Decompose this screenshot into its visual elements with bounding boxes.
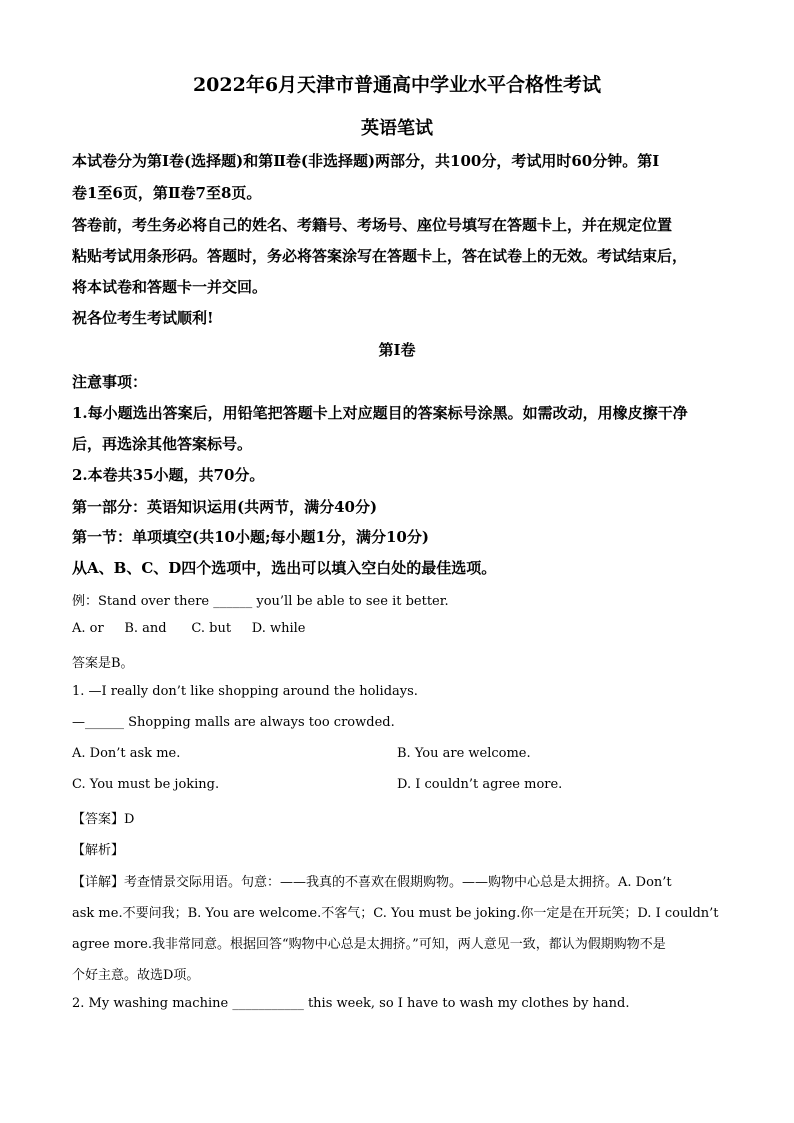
question-1-option-a: A. Don’t ask me. [72,746,181,761]
question-1-stem: 1. —I really don’t like shopping around the holidays. [72,684,418,699]
question-1-reply: —______ Shopping malls are always too crowded. [72,715,395,730]
example-stem: 例：Stand over there ______ you’ll be able to see it better. [72,594,449,609]
question-1-detail: ask me.不要问我；B. You are welcome.不客气；C. You must be joking.你一定是在开玩笑；D. I couldn’t [72,906,719,921]
section-title: 第Ⅰ卷 [378,341,416,359]
example-answer: 答案是B。 [72,656,134,671]
question-1-answer: 【答案】D [72,812,135,827]
question-1-analysis-label: 【解析】 [72,843,125,858]
notes-line: 1.每小题选出答案后，用铅笔把答题卡上对应题目的答案标号涂黑。如需改动，用橡皮擦干净 [72,404,688,422]
notes-line: 2.本卷共35小题，共70分。 [72,466,265,484]
instruction-line: 从A、B、C、D四个选项中，选出可以填入空白处的最佳选项。 [72,559,497,577]
exam-subtitle: 英语笔试 [361,118,433,139]
question-2-stem: 2. My washing machine ___________ this week, so I have to wash my clothes by hand. [72,996,630,1011]
notes-line: 后，再选涂其他答案标号。 [72,435,253,453]
intro-line: 本试卷分为第Ⅰ卷(选择题)和第Ⅱ卷(非选择题)两部分，共100分，考试用时60分钟。第Ⅰ [72,152,660,170]
question-1-detail: 个好主意。故选D项。 [72,968,200,983]
question-1-option-c: C. You must be joking. [72,777,220,792]
section-heading: 第一节：单项填空(共10小题;每小题1分，满分10分) [72,528,429,546]
example-options: A. or B. and C. but D. while [72,621,306,636]
question-1-detail: agree more.我非常同意。根据回答“购物中心总是太拥挤。”可知，两人意见一致，都认为假期购物不是 [72,937,666,952]
question-1-detail: 【详解】考查情景交际用语。句意：——我真的不喜欢在假期购物。——购物中心总是太拥挤。A. Don’t [72,875,672,890]
intro-line: 祝各位考生考试顺利! [72,309,214,327]
question-1-option-d: D. I couldn’t agree more. [397,777,563,792]
intro-line: 卷1至6页，第Ⅱ卷7至8页。 [72,184,262,202]
question-1-option-b: B. You are welcome. [397,746,531,761]
intro-line: 粘贴考试用条形码。答题时，务必将答案涂写在答题卡上，答在试卷上的无效。考试结束后， [72,247,688,265]
intro-line: 答卷前，考生务必将自己的姓名、考籍号、考场号、座位号填写在答题卡上，并在规定位置 [72,216,673,234]
intro-line: 将本试卷和答题卡一并交回。 [72,278,268,296]
notes-heading: 注意事项： [72,373,148,391]
exam-title: 2022年6月天津市普通高中学业水平合格性考试 [192,74,602,96]
part-heading: 第一部分：英语知识运用(共两节，满分40分) [72,498,378,516]
